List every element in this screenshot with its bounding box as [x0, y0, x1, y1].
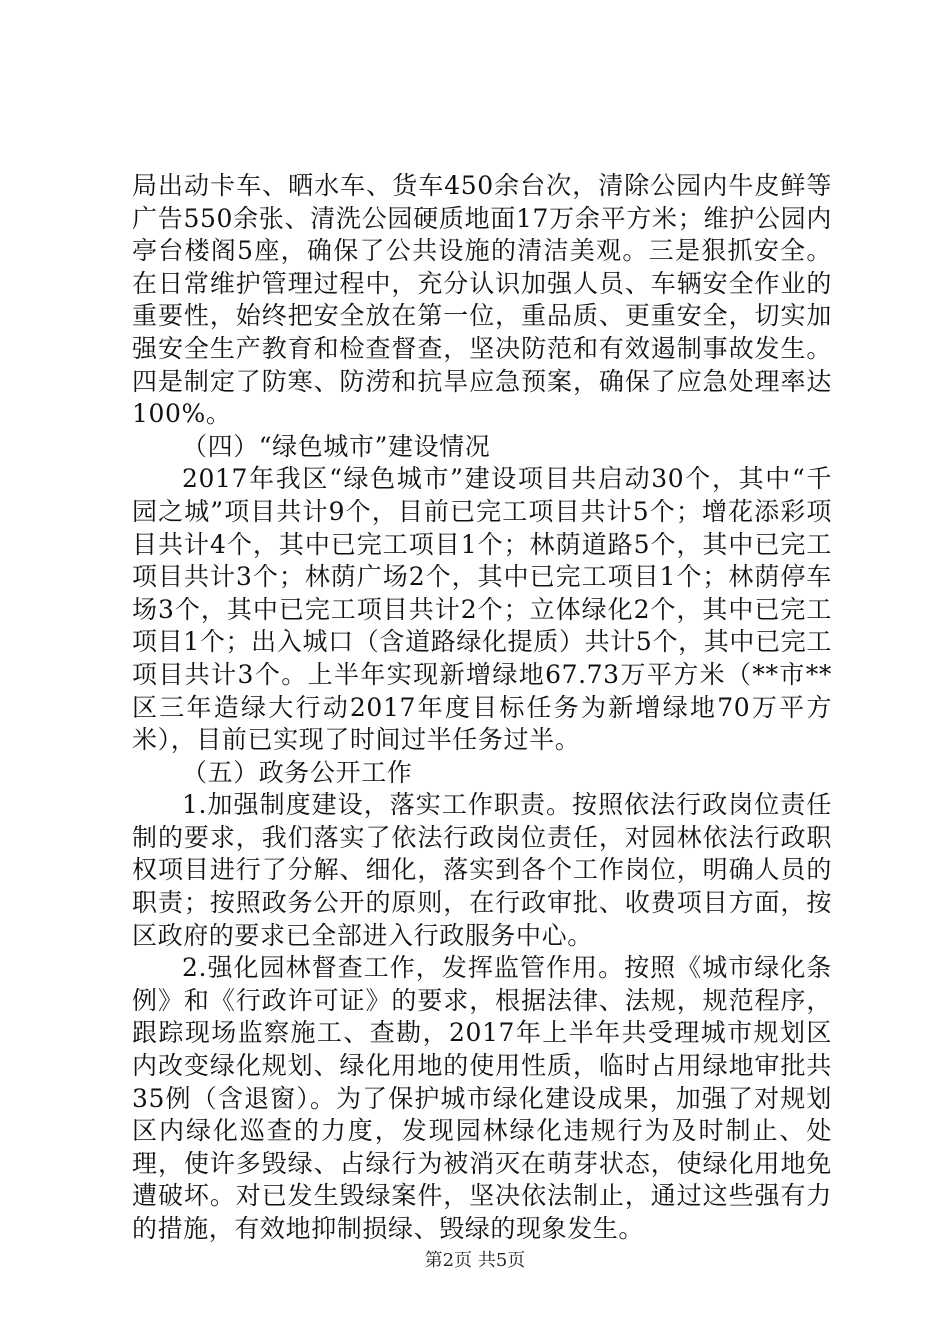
paragraph-supervision: 2.强化园林督查工作，发挥监管作用。按照《城市绿化条例》和《行政许可证》的要求，根据法律、法规，规范程序，跟踪现场监察施工、查勘，2017年上半年共受理城市规划区内改变绿化规划、绿化用地的使用性质，临时占用绿地审批共35例（含退窗）。为了保护城市绿化建设成果，加强了对规划区内绿化巡查的力度，发现园林绿化违规行为及时制止、处理，使许多毁绿、占绿行为被消灭在萌芽状态，使绿化用地免遭破坏。对已发生毁绿案件，坚决依法制止，通过这些强有力的措施，有效地抑制损绿、毁绿的现象发生。 [132, 953, 832, 1243]
document-body [132, 170, 832, 1246]
section-heading-5: （五）政务公开工作 [182, 757, 413, 787]
paragraph-green-city: 2017年我区“绿色城市”建设项目共启动30个，其中“千园之城”项目共计9个，目前已完工项目共计5个；增花添彩项目共计4个，其中已完工项目1个；林荫道路5个，其中已完工项目共计3个；林荫广场2个，其中已完工项目1个；林荫停车场3个，其中已完工项目共计2个；立体绿化2个，其中已完工项目1个；出入城口（含道路绿化提质）共计5个，其中已完工项目共计3个。上半年实现新增绿地67.73万平方米（**市**区三年造绿大行动2017年度目标任务为新增绿地70万平方米），目前已实现了时间过半任务过半。 [132, 464, 832, 755]
paragraph-system-building: 1.加强制度建设，落实工作职责。按照依法行政岗位责任制的要求，我们落实了依法行政岗位责任，对园林依法行政职权项目进行了分解、细化，落实到各个工作岗位，明确人员的职责；按照政务公开的原则，在行政审批、收费项目方面，按区政府的要求已全部进入行政服务中心。 [132, 790, 832, 950]
paragraph-continued: 局出动卡车、晒水车、货车450余台次，清除公园内牛皮鲜等广告550余张、清洗公园硬质地面17万余平方米；维护公园内亭台楼阁5座，确保了公共设施的清洁美观。三是狠抓安全。在日常维护管理过程中，充分认识加强人员、车辆安全作业的重要性，始终把安全放在第一位，重品质、更重安全，切实加强安全生产教育和检查督查，坚决防范和有效遏制事故发生。四是制定了防寒、防涝和抗旱应急预案，确保了应急处理率达100%。 [132, 171, 832, 429]
section-heading-4: （四）“绿色城市”建设情况 [182, 431, 491, 461]
page-footer: 第2页 共5页 [424, 1250, 526, 1271]
